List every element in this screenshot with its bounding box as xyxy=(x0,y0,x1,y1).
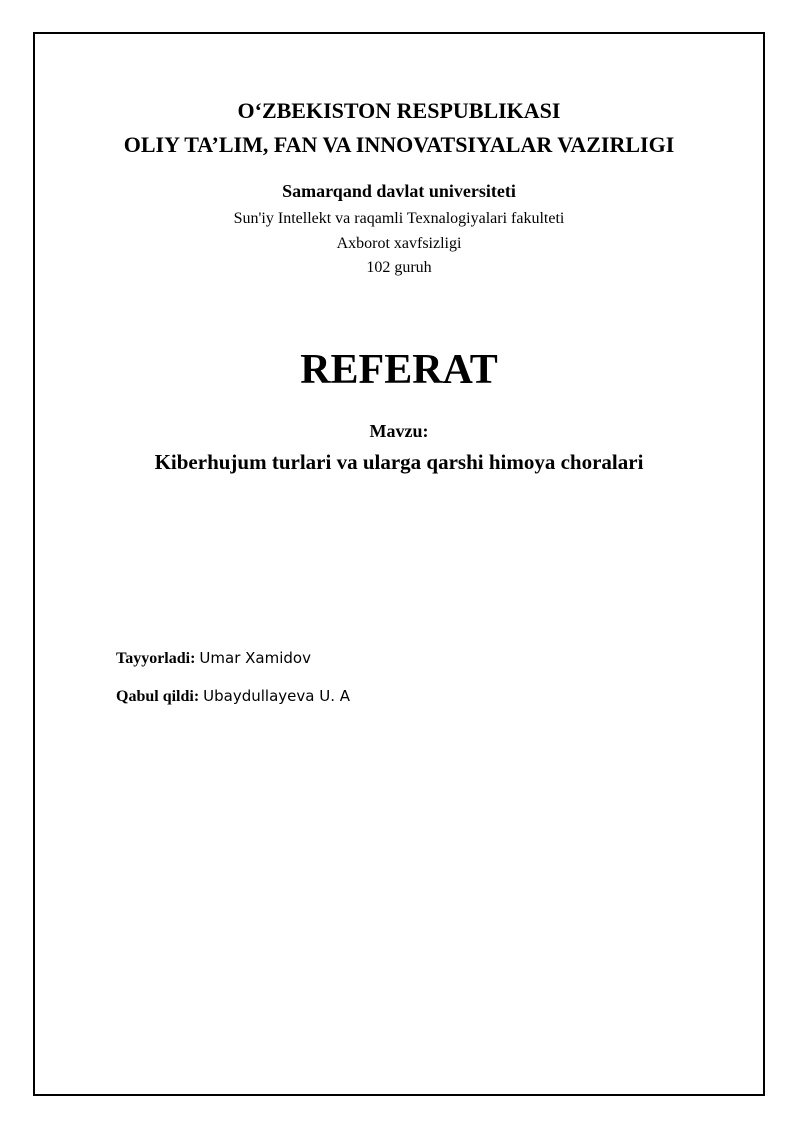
topic-title: Kiberhujum turlari va ularga qarshi himoya choralari xyxy=(154,450,644,474)
accepted-by-label: Qabul qildi: xyxy=(116,688,200,705)
faculty-name: Sun'iy Intellekt va raqamli Texnalogiyalari fakulteti xyxy=(233,210,565,227)
document-type-title: REFERAT xyxy=(300,347,498,393)
prepared-by-label: Tayyorladi: xyxy=(116,650,196,667)
prepared-by-line xyxy=(116,649,311,668)
group-name: 102 guruh xyxy=(366,259,432,276)
ministry-heading: OLIY TA’LIM, FAN VA INNOVATSIYALAR VAZIRLIGI xyxy=(123,132,675,157)
accepted-by-name: Ubaydullayeva U. A xyxy=(203,687,350,705)
topic-label: Mavzu: xyxy=(369,421,429,441)
department-name: Axborot xavfsizligi xyxy=(336,235,462,252)
country-heading: O‘ZBEKISTON RESPUBLIKASI xyxy=(237,98,561,123)
accepted-by-line xyxy=(116,687,350,706)
university-name: Samarqand davlat universiteti xyxy=(282,181,516,201)
prepared-by-name: Umar Xamidov xyxy=(199,649,311,667)
